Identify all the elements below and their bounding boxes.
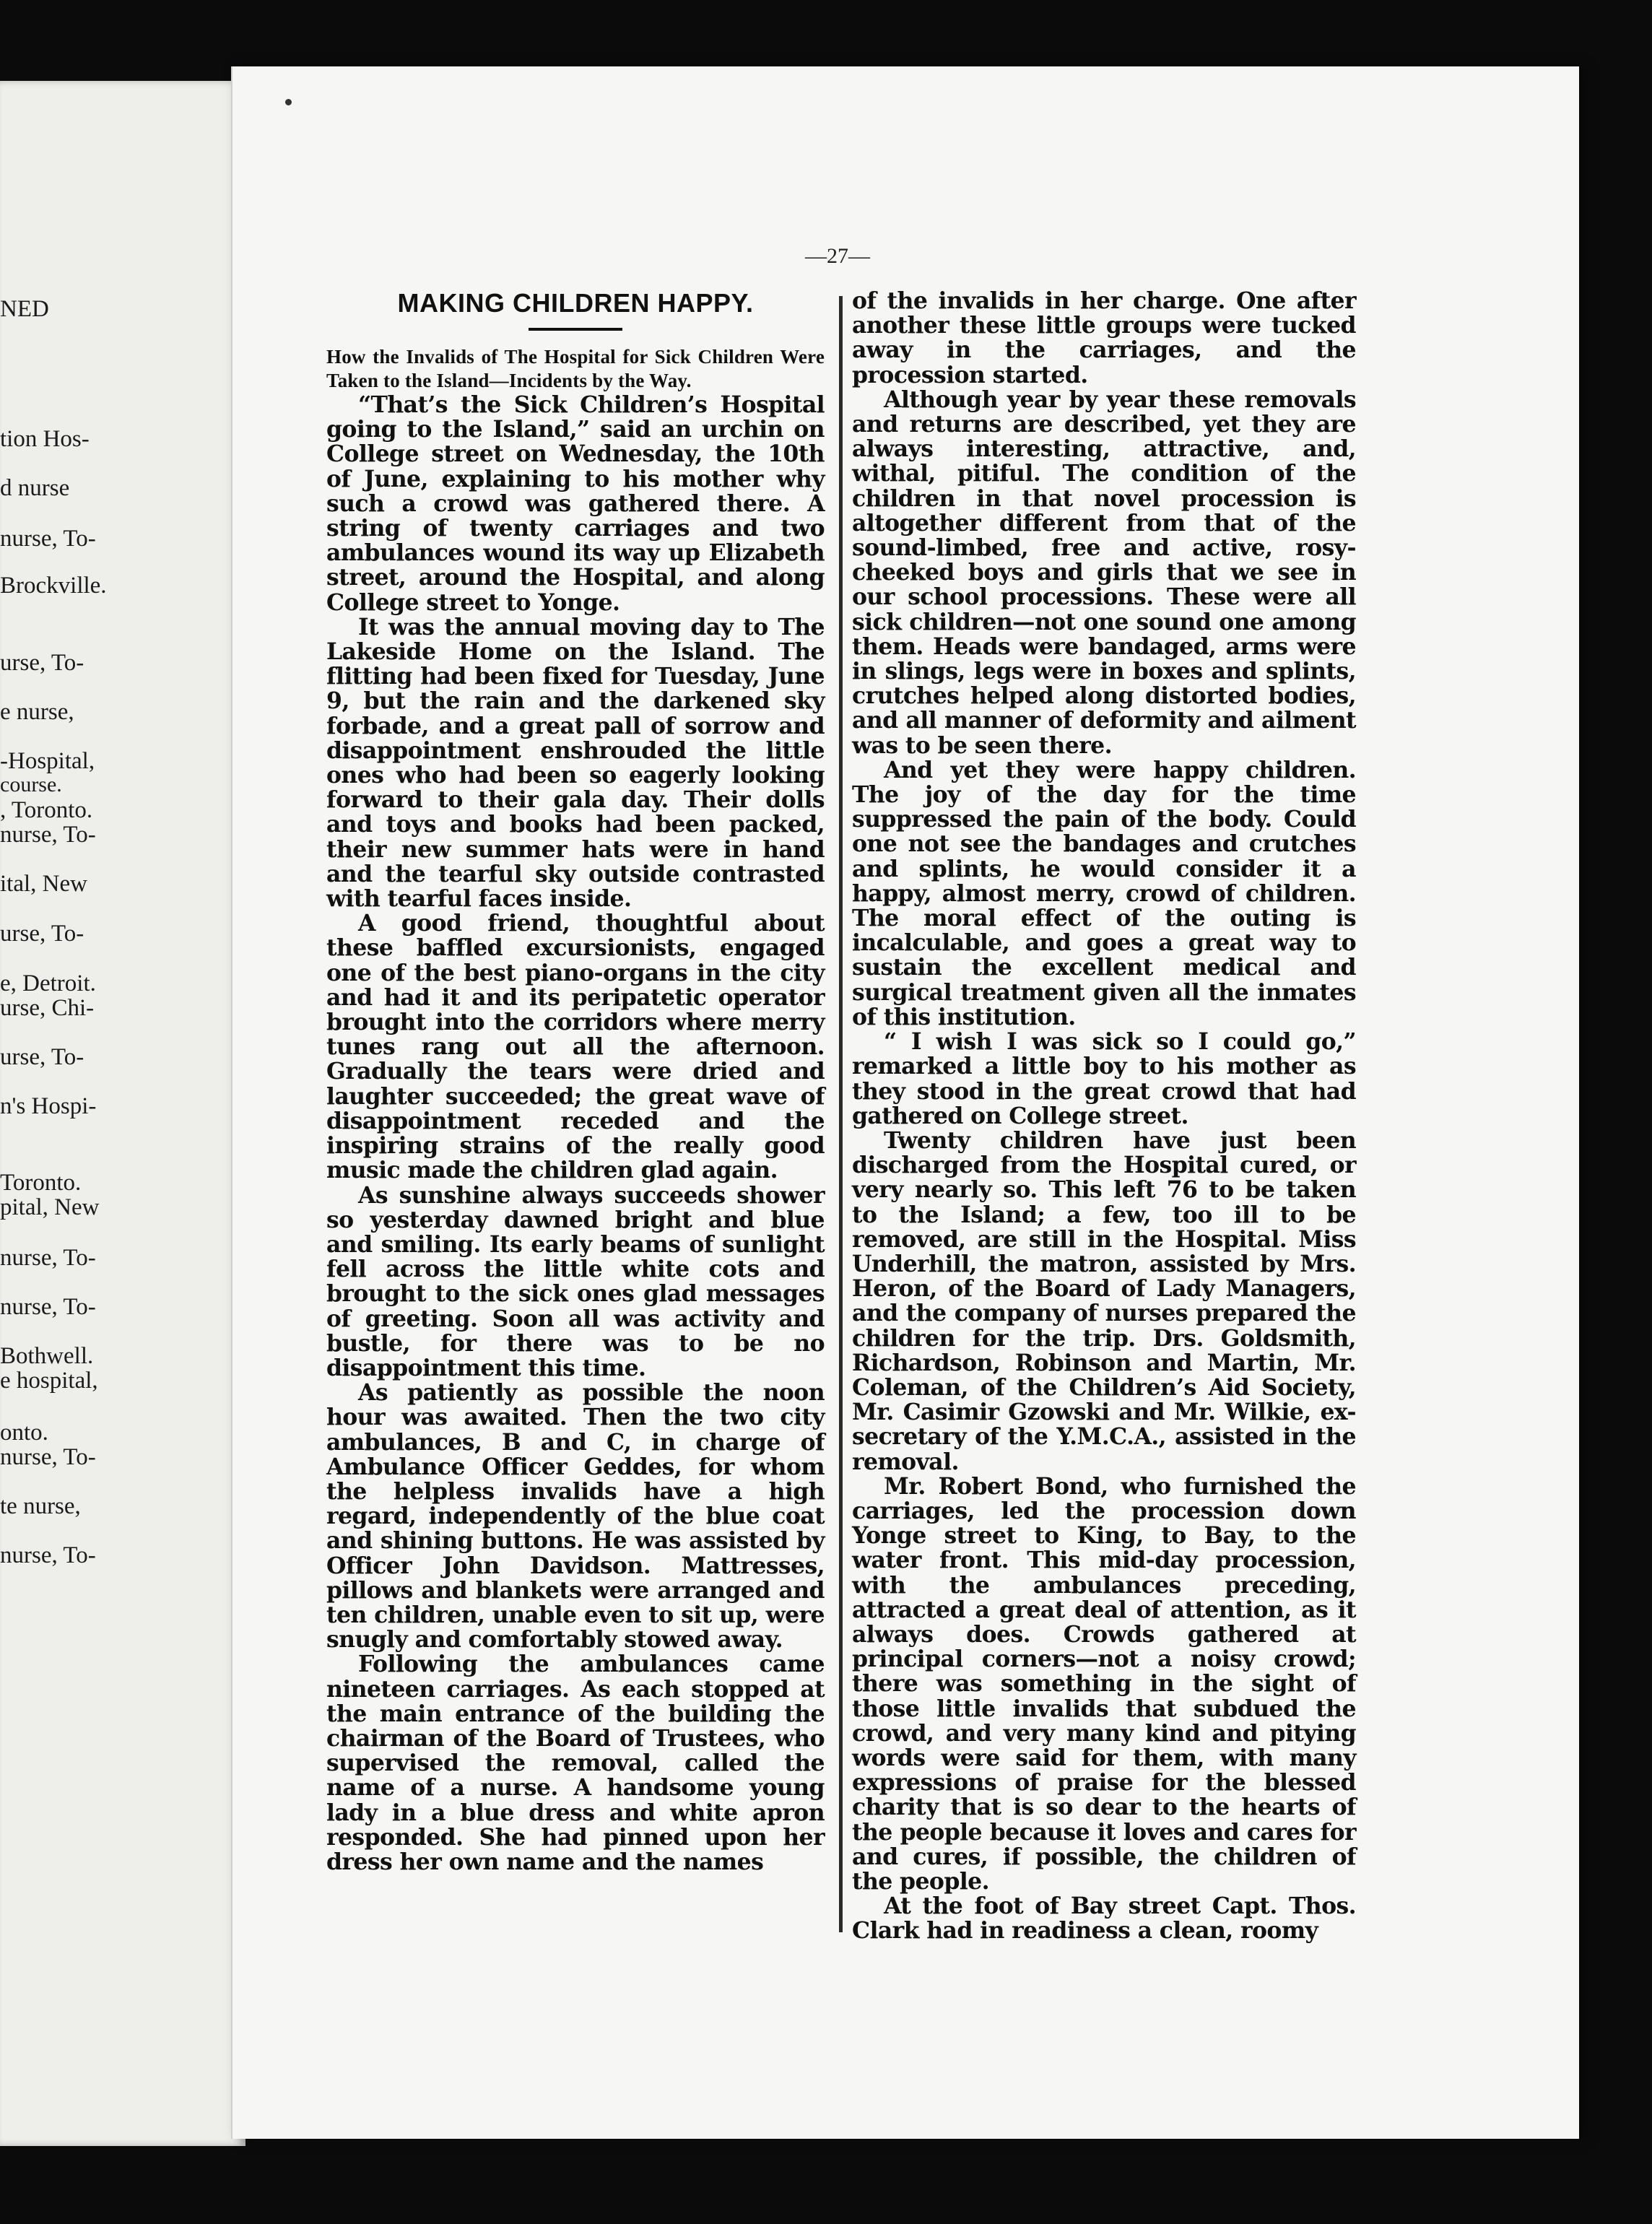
fragment-line: Toronto. (0, 1170, 82, 1196)
fragment-line: d nurse (0, 475, 70, 501)
page-number: —27— (805, 244, 870, 268)
fragment-line: nurse, To- (0, 1245, 96, 1271)
paragraph: At the foot of Bay street Capt. Thos. Clark had in readiness a clean, roomy (852, 1893, 1356, 1945)
fragment-line: urse, To- (0, 1044, 84, 1070)
fragment-line: pital, New (0, 1194, 100, 1220)
paragraph: And yet they were happy children. The joy of the day for the time suppressed the pain of the body. Could one not see the bandages and crutches and splints, he would consider it a happy, almost merry, crowd of children. The moral effect of the outing is incalculable, and goes a great way to sustain the excellent medical and surgical treatment given all the inmates of this institution. (852, 756, 1356, 1030)
article-subheading: How the Invalids of The Hospital for Sick Children Were Taken to the Island—Incidents by the Way. (326, 346, 825, 391)
ink-dot (285, 99, 292, 105)
paragraph: Twenty children have just been discharged from the Hospital cured, or very nearly so. This left 76 to be taken to the Island; a few, too ill to be removed, are still in the Hospital. Miss Underhill, the matron, assisted by Mrs. Heron, of the Board of Lady Managers, and the company of nurses prepared the children for the trip. Drs. Goldsmith, Richardson, Robinson and Martin, Mr. Coleman, of the Children’s Aid Society, Mr. Casimir Gzowski and Mr. Wilkie, ex-secretary of the Y.M.C.A., assisted in the removal. (852, 1126, 1356, 1475)
paragraph: Mr. Robert Bond, who furnished the carriages, led the procession down Yonge street to King, to Bay, to the water front. This mid-day procession, with the ambulances preceding, attracted a great deal of attention, as it always does. Crowds gathered at principal corners—not a noisy crowd; there was something in the sight of those little invalids that subdued the crowd, and very many kind and pitying words were said for them, with many expressions of praise for the blessed charity that is so dear to the hearts of the people because it loves and cares for and cures, if possible, the children of the people. (852, 1472, 1356, 1895)
fragment-line: onto. (0, 1420, 48, 1446)
paragraph: It was the annual moving day to The Lakeside Home on the Island. The flitting had been fixed for Tuesday, June 9, but the rain and the darkened sky forbade, and a great pall of sorrow and disappointment enshrouded the little ones who had been so eagerly looking forward to their gala day. Their dolls and toys and books had been packed, their new summer hats were in hand and the tearful sky outside contrasted with tearful faces inside. (326, 613, 825, 913)
column-divider (839, 296, 843, 1932)
fragment-line: ital, New (0, 871, 87, 897)
fragment-line: urse, To- (0, 921, 84, 947)
paragraph: of the invalids in her charge. One after another these little groups were tucked away in the carriages, and the procession started. (852, 287, 1356, 388)
paragraph: As sunshine always succeeds shower so yesterday dawned bright and blue and smiling. Its early beams of sunlight fell across the little white cots and brought to the sick ones glad messages of greeting. Soon all was activity and bustle, for there was to be no disappointment this time. (326, 1181, 825, 1381)
paragraph: As patiently as possible the noon hour was awaited. Then the two city ambulances, B and C, in charge of Ambulance Officer Geddes, for whom the helpless invalids have a high regard, independently of the blue coat and shining buttons. He was assisted by Officer John Davidson. Mattresses, pillows and blankets were arranged and ten children, unable even to sit up, were snugly and comfortably stowed away. (326, 1379, 825, 1654)
fragment-line: nurse, To- (0, 1542, 96, 1568)
fragment-line: nurse, To- (0, 1444, 96, 1470)
fragment-line: te nurse, (0, 1493, 81, 1519)
paragraph: “ I wish I was sick so I could go,” remarked a little boy to his mother as they stood in the great crowd that had gathered on College street. (852, 1028, 1356, 1129)
fragment-line: e hospital, (0, 1368, 98, 1394)
fragment-line: course. (0, 773, 62, 796)
article-column-1 (326, 289, 825, 1875)
fragment-line: nurse, To- (0, 1294, 96, 1320)
paragraph: A good friend, thoughtful about these baffled excursionists, engaged one of the best piano-organs in the city and had it and its peripatetic operator brought into the corridors where merry tunes rang out all the afternoon. Gradually the tears were dried and laughter succeeded; the great wave of disappointment receded and the inspiring strains of the really good music made the children glad again. (326, 910, 825, 1184)
fragment-line: urse, To- (0, 650, 84, 676)
fragment-line: , Toronto. (0, 797, 93, 823)
facing-page-fragment (0, 81, 245, 2146)
title-rule (529, 328, 622, 331)
fragment-line: nurse, To- (0, 526, 96, 552)
fragment-line: -Hospital, (0, 748, 95, 774)
fragment-line: e nurse, (0, 699, 74, 725)
fragment-line: e, Detroit. (0, 970, 96, 996)
paragraph: Following the ambulances came nineteen carriages. As each stopped at the main entrance of the building the chairman of the Board of Trustees, who supervised the removal, called the name of a nurse. A handsome young lady in a blue dress and white apron responded. She had pinned upon her dress her own name and the names (326, 1651, 825, 1875)
fragment-line: nurse, To- (0, 822, 96, 848)
article-title: MAKING CHILDREN HAPPY. (397, 288, 754, 318)
fragment-line: tion Hos- (0, 426, 90, 452)
fragment-line: n's Hospi- (0, 1093, 97, 1119)
article-column-2 (852, 289, 1356, 1944)
fragment-line: urse, Chi- (0, 995, 95, 1021)
paragraph: Although year by year these removals and returns are described, yet they are always interesting, attractive, and, withal, pitiful. The condition of the children in that novel procession is altogether different from that of the sound-limbed, free and active, rosy-cheeked boys and girls that we see in our school processions. These were all sick children—not one sound one among them. Heads were bandaged, arms were in slings, legs were in boxes and splints, crutches helped along distorted bodies, and all manner of deformity and ailment was to be seen there. (852, 386, 1356, 759)
fragment-line: Bothwell. (0, 1343, 94, 1369)
paragraph: “That’s the Sick Children’s Hospital going to the Island,” said an urchin on College street on Wednesday, the 10th of June, explaining to his mother why such a crowd was gathered there. A string of twenty carriages and two ambulances wound its way up Elizabeth street, around the Hospital, and along College street to Yonge. (326, 391, 825, 616)
fragment-line: NED (0, 296, 49, 322)
fragment-line: Brockville. (0, 573, 107, 599)
